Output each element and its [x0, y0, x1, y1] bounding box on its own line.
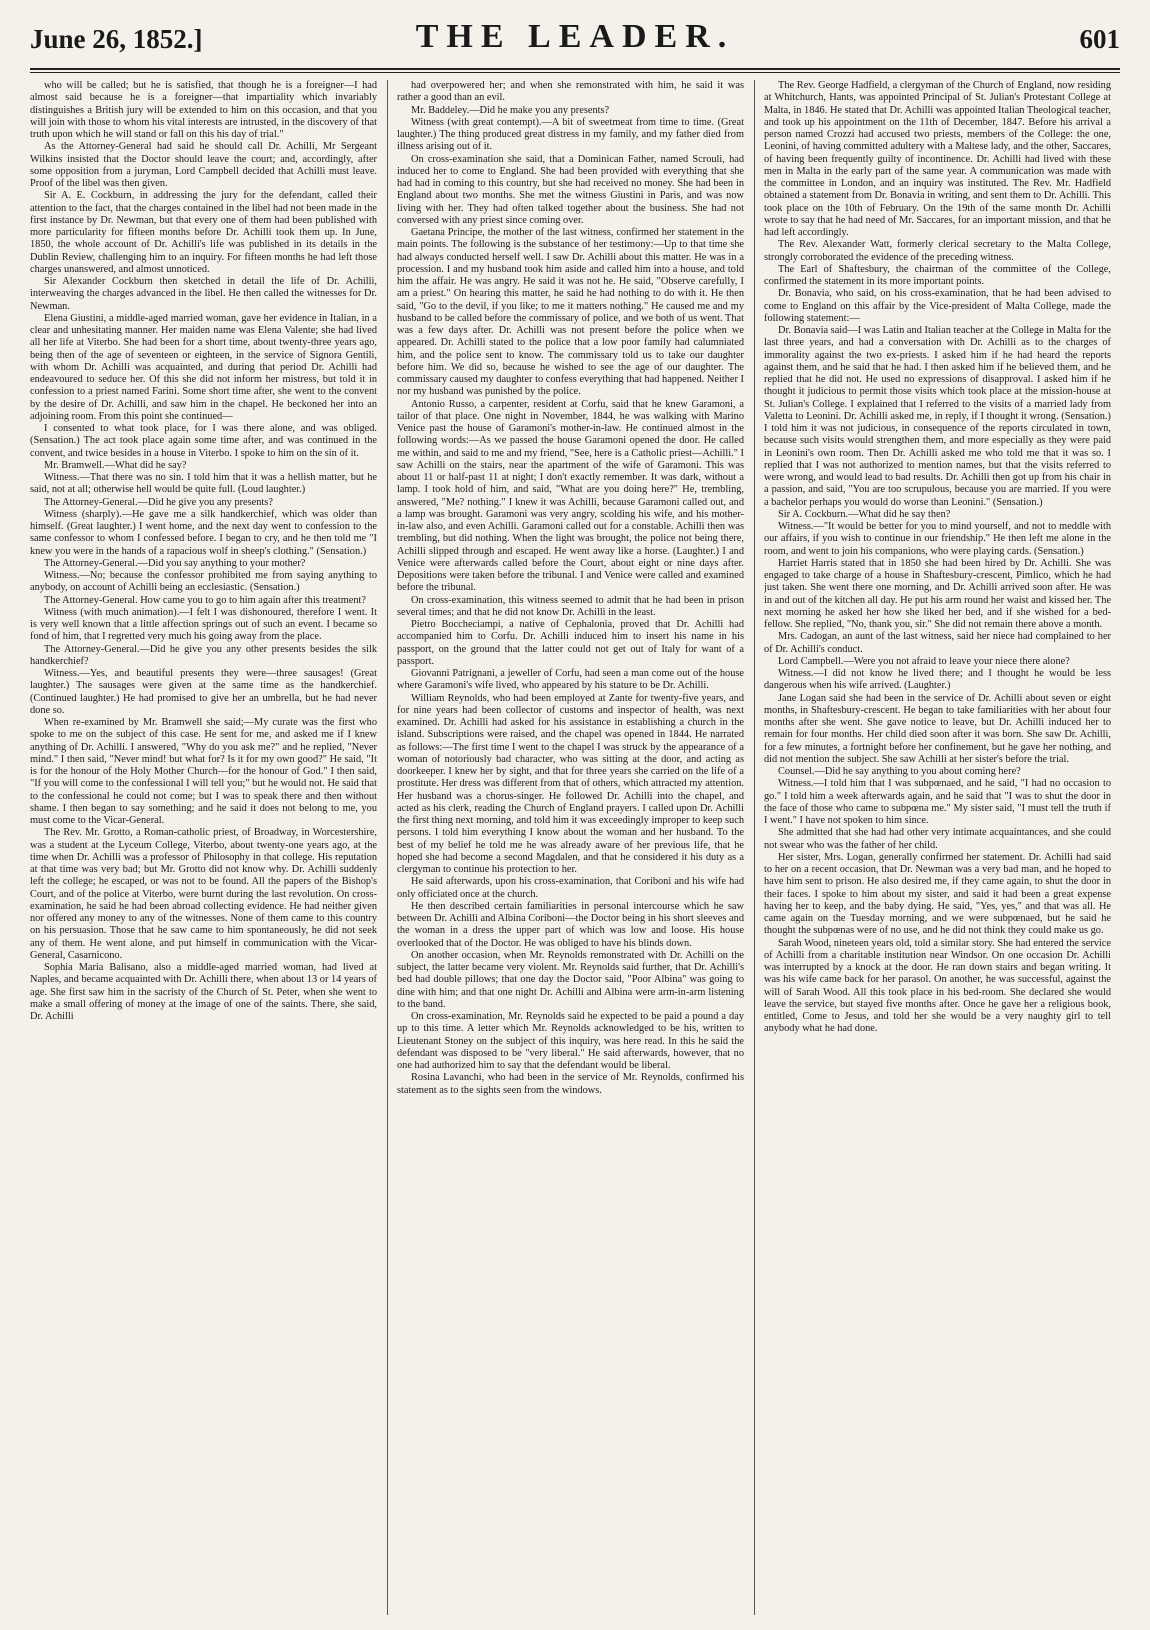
article-paragraph: Mr. Bramwell.—What did he say?: [44, 459, 187, 471]
article-paragraph: The Attorney-General.—Did you say anything to your mother?: [44, 557, 306, 569]
article-paragraph: Elena Giustini, a middle-aged married woman, gave her evidence in Italian, in a clear and unhesitating manner. Her maiden name was Elena Valente; she had lived all her life at Viterbo. She had been for a short time, about twenty-three years ago, being then of the age of seventeen or eighteen, in the service of Signora Gentili, with whom Dr. Achilli was acquainted, and during that period Dr. Achilli had endeavoured to seduce her. Of this she did not inform her mistress, but told it in confession to a priest named Farini. Some short time after, she went to the convent by the desire of Dr. Achilli, and saw him in the chapel. He beckoned her into an adjoining room. From this point she continued—: [30, 312, 377, 422]
article-paragraph: Mrs. Cadogan, an aunt of the last witness, said her niece had complained to her of Dr. Achilli's conduct.: [764, 631, 1111, 655]
article-paragraph: When re-examined by Mr. Bramwell she said;—My curate was the first who spoke to me on the subject of this case. He sent for me, and asked me if I knew anything of Dr. Achilli. I answered, "Why do you ask me?" and he replied, "Never mind." I then said, "Never mind! but what for? Is it for my own good?" He said, "It is for the honour of the Holy Mother Church—for the honour of God." I then said, "If you will come to the confessional I will tell you;" but he would not. He said that to the confessional he could not come; but I was to speak there and then without shame. I then began to say something; and he said it does not belong to me, you must come to the Vicar-General.: [30, 717, 377, 826]
article-paragraph: Witness (with much animation).—I felt I was dishonoured, therefore I went. It is very well known that a little affection springs out of such an event. I became so fond of him, that I regretted very much his going away from the place.: [30, 606, 377, 643]
column-divider: [387, 80, 388, 1615]
article-paragraph: Sophia Maria Balisano, also a middle-aged married woman, had lived at Naples, and became acquainted with Dr. Achilli there, when about 13 or 14 years of age. She first saw him in the sacristy of the Church of St. Peter, when she went to make a small offering of money at the image of one of the saints. There, she said, Dr. Achilli: [30, 962, 377, 1022]
article-paragraph: had overpowered her; and when she remonstrated with him, he said it was rather a good than an evil.: [397, 80, 744, 104]
article-paragraph: The Attorney-General. How came you to go to him again after this treatment?: [44, 594, 366, 606]
article-paragraph: On another occasion, when Mr. Reynolds remonstrated with Dr. Achilli on the subject, the latter became very violent. Mr. Reynolds said further, that Dr. Achilli's bed had double pillows; that one day the Doctor said, "Poor Albina" was going to dine with him; and that one night Dr. Achilli and Albina were arm-in-arm listening to the band.: [397, 949, 744, 1010]
article-paragraph: Her sister, Mrs. Logan, generally confirmed her statement. Dr. Achilli had said to her on a recent occasion, that Dr. Newman was a very bad man, and he hoped to have him sent to prison. He also desired me, if they came again, to shut the door in their faces. I spoke to him about my sister, and said it had been a great expense having her to keep, and the baby dying. He said, "Yes, yes," and that was all. He came again on the Tuesday morning, and we were subpœnaed, but he said he thought the subpœnas were of no use, and he did not think they could make us go.: [764, 851, 1111, 937]
article-paragraph: Harriet Harris stated that in 1850 she had been hired by Dr. Achilli. She was engaged to take charge of a house in Shaftesbury-crescent, Pimlico, which he had just taken. She went there one morning, and Dr. Achilli arrived soon after. He was in and out of the kitchen all day. He put his arm round her waist and kissed her. The next morning he asked her how she liked her bed, and if she wished for a bed-fellow. She replied, "No, thank you, sir." She did not remain there above a month.: [764, 557, 1111, 630]
article-paragraph: Counsel.—Did he say anything to you about coming here?: [778, 766, 1021, 777]
article-paragraph: The Rev. George Hadfield, a clergyman of the Church of England, now residing at Whitchurch, Hants, was appointed Principal of St. Julian's Protestant College at Malta, in 1846. He stated that Dr. Achilli was appointed Italian Theological teacher, and took up his appointment on the 11th of December, 1847. Before his arrival a person named Crozzi had accused two priests, members of the College: the one, Leonini, of having committed adultery with a Maltese lady, and the other, Saccares, of having been frequently guilty of incontinence. Dr. Achilli had lived with these men in Malta in the early part of the same year. A communication was made with the committee in London, and an inquiry was instituted. The Rev. Mr. Hadfield obtained a statement from Dr. Bonavia in writing, and sent them to Dr. Achilli. This took place on the 10th of February. On the 19th of the same month Dr. Achilli wrote to say that he had need of Mr. Saccares, for an important mission, and that he had left accordingly.: [764, 80, 1111, 238]
article-paragraph: On cross-examination, Mr. Reynolds said he expected to be paid a pound a day up to this time. A letter which Mr. Reynolds acknowledged to be his, written to Lieutenant Stoney on the subject of this inquiry, was here read. In this he said the defendant was disposed to be "very liberal." He said afterwards, however, that no one had authorized him to say that the defendant would be liberal.: [397, 1011, 744, 1071]
article-paragraph: William Reynolds, who had been employed at Zante for twenty-five years, and for nine years had been collector of customs and inspector of health, was next examined. Dr. Achilli had asked for his assistance in establishing a church in the island. Subscriptions were raised, and the chapel was opened in 1844. He narrated as follows:—The first time I went to the chapel I was struck by the appearance of a woman of notoriously bad character, who was sitting at the door, and acting as doorkeeper. I knew her by sight, and that for three years she carried on the life of a prostitute. Her dress was different from that of others, which attracted my attention. Her husband was a chorus-singer. He followed Dr. Achilli into the chapel, and acted as his clerk, reading the Church of England prayers. I called upon Dr. Achilli the first thing next morning, and told him it was exceedingly improper to keep such persons. I told him everything I know about the woman and her husband. To the best of my belief he told me he was already aware of her previous life, that he hoped she had become a second Magdalen, and that he considered it his duty as a clergyman to continue his protection to her.: [397, 692, 744, 875]
article-paragraph: He said afterwards, upon his cross-examination, that Coriboni and his wife had only officiated once at the church.: [397, 876, 744, 900]
article-paragraph: Gaetana Principe, the mother of the last witness, confirmed her statement in the main points. The following is the substance of her testimony:—Up to that time she had always conducted herself well. I saw Dr. Achilli about this matter. He was in a procession. I and my husband took him aside and called him into a house, and told him the affair. He was angry. He said it was not he. He said, "Observe carefully, I am a priest." On hearing this matter, he said he had nothing to do with it. He then said, "Go to the devil, if you like; to me it matters nothing." He caused me and my husband to be called before the commissary of police, and we both of us went. That was a few days after. Dr. Achilli was not present before the police when we appeared. Dr. Achilli stated to the police that a low poor family had calumniated him, and the police sent to know. The commissary told us to take our daughter before him. We did so, because he wished to see the age of our daughter. The commissary caused my daughter to confess everything that had happened. Neither I nor my husband was punished by the police.: [397, 227, 744, 398]
article-paragraph: Rosina Lavanchi, who had been in the service of Mr. Reynolds, confirmed his statement as to the sights seen from the windows.: [397, 1072, 744, 1096]
article-paragraph: Antonio Russo, a carpenter, resident at Corfu, said that he knew Garamoni, a tailor of that place. One night in November, 1844, he was walking with Marino Venice past the house of Garamoni's mother-in-law. He continued almost in the following words:—As we passed the house Garamoni opened the door. He called me within, and said to me and my friend, "See, here is a Catholic priest—Achilli." I saw Achilli on the stairs, near the apartment of the wife of Garamoni. This was about 11 or half-past 11 at night; I don't exactly remember. It was dark, without a lamp. I took hold of him, and said, "What are you doing here?" He, trembling, answered, "Me? nothing." I knew it was Achilli, because Garamoni called out, and a lamp was brought. Garamoni was very angry, scolding his wife, and his mother-in-law also, and even Achilli. Garamoni called out for a constable. Achilli then was trembling, but did nothing. When the light was brought, the police not being there, Achilli slipped through and escaped. He went away like a horse. (Laughter.) I and Venice were afterwards called before the Court, about eight or nine days after. Depositions were taken before the tribunal. I and Venice were called and examined before the tribunal.: [397, 398, 744, 594]
page-number: 601: [1079, 24, 1120, 54]
column-2: [397, 80, 744, 1615]
article-paragraph: The Rev. Alexander Watt, formerly clerical secretary to the Malta College, strongly corroborated the evidence of the preceding witness.: [764, 239, 1111, 263]
article-paragraph: who will be called; but he is satisfied, that though he is a foreigner—I had almost said because he is a foreigner—that impartiality which invariably distinguishes a British jury will be extended to him on this occasion, and that you will join with those to whom his vital interests are intrusted, in the discovery of that truth upon which he will stand or fall on this his day of trial.": [30, 80, 377, 140]
issue-date: June 26, 1852.]: [30, 24, 203, 54]
column-3: [764, 80, 1111, 1615]
article-paragraph: The Rev. Mr. Grotto, a Roman-catholic priest, of Broadway, in Worcestershire, was a student at the Lyceum College, Viterbo, about twenty-one years ago, at the time when Dr. Achilli was a professor of Philosophy in that college. His reputation at that time was very bad; but Mr. Grotto did not know why. Dr. Achilli suddenly left the college; he escaped, or was not to be found. All the papers of the Bishop's Court, and of the police at Viterbo, were burnt during the last revolution. On cross-examination, he said he had been abroad collecting evidence. He had neither given nor offered any money to any of the witnesses. None of them came to this country on his persuasion. Those that he saw came to him spontaneously, he did not seek any of them. He went alone, and put himself in communication with the Vicar-General, Casarnicono.: [30, 827, 377, 961]
article-paragraph: Sir Alexander Cockburn then sketched in detail the life of Dr. Achilli, interweaving the charges advanced in the libel. He then called the witnesses for Dr. Newman.: [30, 276, 377, 312]
article-paragraph: Witness.—Yes, and beautiful presents they were—three sausages! (Great laughter.) The sausages were given at the same time as the handkerchief. (Continued laughter.) He had promised to give her an umbrella, but he had never done so.: [30, 668, 377, 716]
article-paragraph: Witness (with great contempt).—A bit of sweetmeat from time to time. (Great laughter.) The thing produced great distress in my family, and my father died from illness arising out of it.: [397, 116, 744, 153]
article-paragraph: He then described certain familiarities in personal intercourse which he saw between Dr. Achilli and Albina Coriboni—the Doctor being in his short sleeves and the woman in a dress the upper part of which was low and loose. His house overlooked that of the Doctor. He was obliged to have his blinds down.: [397, 900, 744, 949]
column-1: [30, 80, 377, 1615]
article-paragraph: Witness.—No; because the confessor prohibited me from saying anything to anybody, on account of Achilli being an ecclesiastic. (Sensation.): [30, 570, 377, 594]
article-paragraph: The Attorney-General.—Did he give you any other presents besides the silk handkerchief?: [30, 643, 377, 667]
article-paragraph: Sir A. E. Cockburn, in addressing the jury for the defendant, called their attention to the fact, that the charges contained in the libel had not been made in the first instance by Dr. Newman, but that every one of them had been published with more particularity for fifteen months before Dr. Achilli took them up. In June, 1850, the whole account of Dr. Achilli's life was published in its details in the Dublin Review, challenging him to an inquiry. For fifteen months he had left those charges unanswered, and almost unnoticed.: [30, 190, 377, 275]
article-paragraph: I consented to what took place, for I was there alone, and was obliged. (Sensation.) The act took place again some time after, and was continued in the convent, and twice besides in a house in Viterbo. I spoke to him on the sin of it.: [30, 423, 377, 459]
masthead-title: THE LEADER.: [415, 18, 735, 55]
page-header: [30, 14, 1120, 70]
article-paragraph: Giovanni Patrignani, a jeweller of Corfu, had seen a man come out of the house where Garamoni's wife lived, who appeared by his stature to be Dr. Achilli.: [397, 668, 744, 692]
article-paragraph: On cross-examination she said, that a Dominican Father, named Scrouli, had induced her to come to England. She had been provided with everything that she had had in coming to this country, but she had received no money. She had been in England about two months. She met the witness Giustini in Paris, and was now living with her. They had often talked together about the business. She had not conversed with any priest since coming over.: [397, 153, 744, 226]
article-paragraph: Sarah Wood, nineteen years old, told a similar story. She had entered the service of Achilli from a charitable institution near Windsor. On one occasion Dr. Achilli was interrupted by a knock at the door. He ran down stairs and began writing. It was his wife came back for her parasol. On another, he was successful, against the will of Sarah Wood. All this took place in his bed-room. She declared she would leave the service, but stayed five months after. Once he gave her a religious book, entitled, Come to Jesus, and told her she would be a very naughty girl to tell anybody what he had done.: [764, 937, 1111, 1035]
header-rule: [30, 72, 1120, 73]
article-paragraph: Dr. Bonavia said—I was Latin and Italian teacher at the College in Malta for the last three years, and had a conversation with Dr. Achilli as to the charges of immorality against the two ex-priests. I asked him if he had heard the reports against them, and he said that he had. I then asked him if he believed them, and he replied that he did not. He used no expressions of disapproval. I asked him if he thought it judicious to permit those visits which took place at the mission-house at St. Julian's College. I explained that I referred to the visits of a married lady from Valetta to Leonini. Dr. Achilli asked me, in reply, if I thought it wrong. (Sensation.) I told him it was not judicious, in consequence of the reports circulated in town, because such visits would strengthen them, and more especially as they were paid in Leonini's own room. Then Dr. Achilli asked me who told me that it was so. I replied that I was not authorized to mention names, but that the visits referred to were wrong, and would lead to bad results. Dr. Achilli then got up from his chair in a passion, and said, "You are too scrupulous, because you are married. If you were a bachelor perhaps you would do worse than Leonini." (Sensation.): [764, 325, 1111, 508]
article-paragraph: Witness (sharply).—He gave me a silk handkerchief, which was older than himself. (Great laughter.) I went home, and the next day went to confession to the same confessor to whom I confessed before. I began to cry, and he then told me "I knew you were in the hands of a rapacious wolf in sheep's clothing." (Sensation.): [30, 508, 377, 557]
article-paragraph: Witness.—I did not know he lived there; and I thought he would be less dangerous when his wife arrived. (Laughter.): [764, 668, 1111, 692]
article-paragraph: The Attorney-General.—Did he give you any presents?: [44, 496, 273, 508]
article-paragraph: Witness.—That there was no sin. I told him that it was a hellish matter, but he said, not at all; otherwise hell would be quite full. (Loud laughter.): [30, 472, 377, 496]
article-paragraph: The Earl of Shaftesbury, the chairman of the committee of the College, confirmed the statement in its more important points.: [764, 263, 1111, 287]
article-paragraph: As the Attorney-General had said he should call Dr. Achilli, Mr Sergeant Wilkins insisted that the Doctor should leave the court; and, accordingly, after some opposition from a juryman, Lord Campbell decided that Achilli must leave. Proof of the libel was then given.: [30, 141, 377, 189]
article-paragraph: Pietro Boccheciampi, a native of Cephalonia, proved that Dr. Achilli had accompanied him to Corfu. Dr. Achilli induced him to insert his name in his passport, on the ground that the latter could not get out of Italy for want of a passport.: [397, 619, 744, 667]
article-paragraph: She admitted that she had had other very intimate acquaintances, and she could not swear who was the father of her child.: [764, 827, 1111, 851]
column-divider: [754, 80, 755, 1615]
article-paragraph: Mr. Baddeley.—Did he make you any presents?: [411, 104, 610, 116]
article-paragraph: Lord Campbell.—Were you not afraid to leave your niece there alone?: [778, 655, 1070, 667]
article-paragraph: Jane Logan said she had been in the service of Dr. Achilli about seven or eight months, in Shaftesbury-crescent. He began to take familiarities with her about four months after she went. She gave notice to leave, but Dr. Achilli induced her to remain for four months. Her child died soon after it was born. She saw Dr. Achilli, for a few minutes, a fortnight before her confinement, but he gave her nothing, and did not mention the subject. She saw Achilli at her sister's before the trial.: [764, 692, 1111, 765]
article-paragraph: Dr. Bonavia, who said, on his cross-examination, that he had been advised to come to England on this affair by the Vice-president of Malta College, made the following statement:—: [764, 288, 1111, 324]
article-paragraph: On cross-examination, this witness seemed to admit that he had been in prison several times; and that he did not know Dr. Achilli in the least.: [397, 594, 744, 618]
article-paragraph: Witness.—I told him that I was subpœnaed, and he said, "I had no occasion to go." I told him a week afterwards again, and he said that "I was to shut the door in the face of those who came to subpœna me." My sister said, "I must tell the truth if I went." I have not spoken to him since.: [764, 778, 1111, 826]
article-paragraph: Witness.—"It would be better for you to mind yourself, and not to meddle with our affairs, if you wish to continue in our friendship." He then left me alone in the room, and went to join his companions, who were playing cards. (Sensation.): [764, 521, 1111, 557]
article-paragraph: Sir A. Cockburn.—What did he say then?: [778, 508, 951, 520]
